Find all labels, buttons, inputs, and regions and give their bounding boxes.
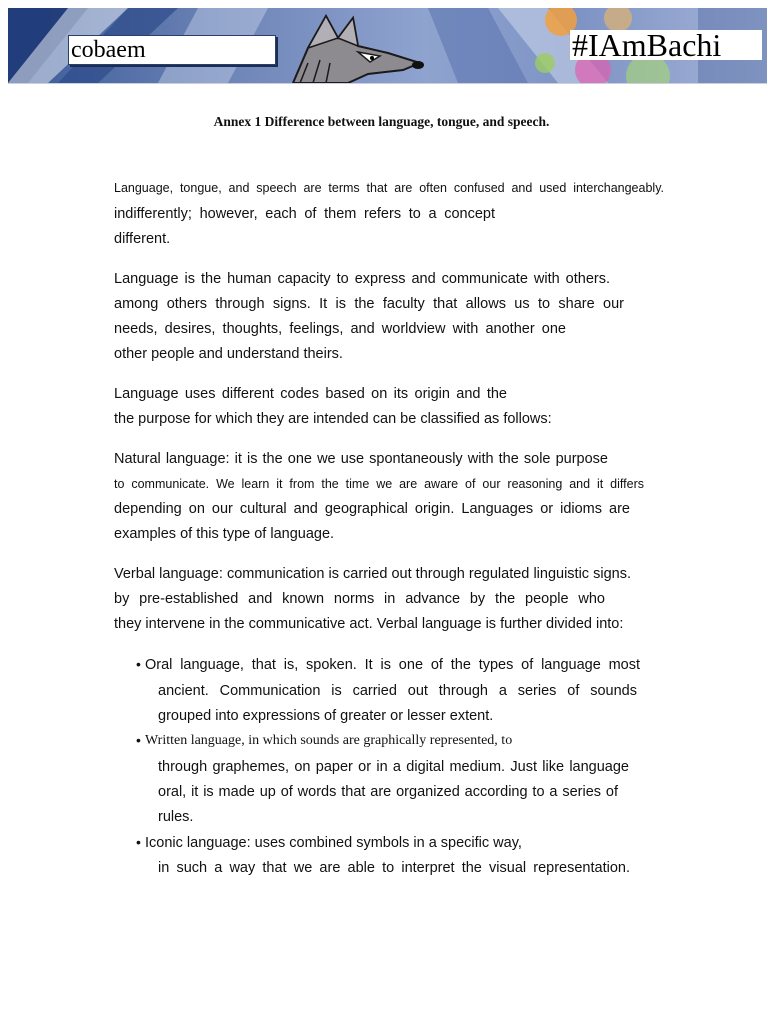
p4-line-2: to communicate. We learn it from the time we are aware of our reasoning and it differs [114,477,644,491]
bullet-3-line-1: Iconic language: uses combined symbols in a specific way, [145,835,522,851]
name-box: cobaem [68,35,276,65]
p4-line-4: examples of this type of language. [114,526,335,542]
bullet-2-line-4: rules. [158,809,194,825]
p5-line-3: they intervene in the communicative act. Verbal language is further divided into: [114,616,624,632]
bullet-3-line-2: in such a way that we are able to interpret the visual representation. [158,860,630,876]
bullet-1-line-2: ancient. Communication is carried out through a series of sounds [158,683,637,699]
p2-line-2: among others through signs. It is the faculty that allows us to share our [114,296,624,312]
p1-line-1: Language, tongue, and speech are terms that are often confused and used interchangeably. [114,181,664,195]
wolf-mascot-icon [293,16,424,83]
p2-line-4: other people and understand theirs. [114,346,343,362]
bullet-2-line-1: Written language, in which sounds are graphically represented, to [145,733,513,748]
bullet-2-line-3: oral, it is made up of words that are organized according to a series of [158,784,618,800]
bullet-1-line-1: Oral language, that is, spoken. It is one of the types of language most [145,657,640,673]
bullet-3-marker: • [136,834,141,850]
p4-line-3: depending on our cultural and geographical origin. Languages or idioms are [114,501,630,517]
bullet-1-line-3: grouped into expressions of greater or lesser extent. [158,708,494,724]
p5-line-2: by pre-established and known norms in advance by the people who [114,591,605,607]
bullet-1-marker: • [136,656,141,672]
p3-line-2: the purpose for which they are intended can be classified as follows: [114,411,552,427]
bullet-2-marker: • [136,732,141,748]
header-banner [8,8,767,84]
p5-line-1: Verbal language: communication is carried out through regulated linguistic signs. [114,566,631,582]
p2-line-1: Language is the human capacity to express and communicate with others. [114,271,610,287]
p3-line-1: Language uses different codes based on its origin and the [114,386,507,402]
document-title: Annex 1 Difference between language, tongue, and speech. [213,114,550,129]
bullet-2-line-2: through graphemes, on paper or in a digital medium. Just like language [158,759,629,775]
p4-line-1: Natural language: it is the one we use spontaneously with the sole purpose [114,451,608,467]
hashtag-box: #IAmBachi [570,30,762,60]
p2-line-3: needs, desires, thoughts, feelings, and worldview with another one [114,321,566,337]
p1-line-2: indifferently; however, each of them refers to a concept [114,206,495,222]
p1-line-3: different. [114,231,171,247]
